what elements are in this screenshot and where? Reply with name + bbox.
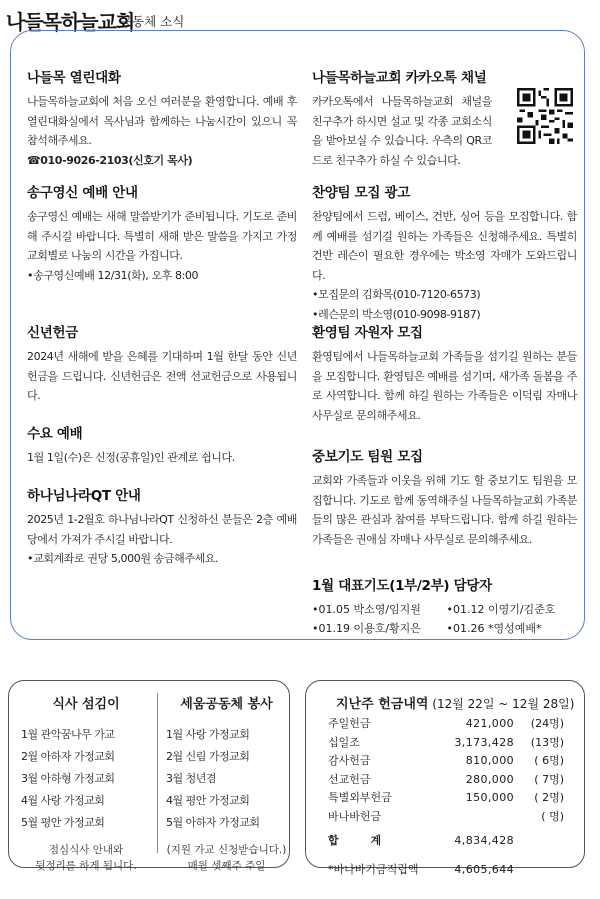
prayer-schedule — [312, 600, 577, 638]
new-year-offering-section — [27, 321, 297, 406]
section-title: 나들목 열린대화 — [27, 70, 121, 86]
row-label: 십일조 — [328, 735, 360, 749]
section-body: 카카오톡에서 나들목하늘교회 채널을 친구추가 하시면 설교 및 각종 교회소식을 받아보실 수 있습니다. 우측의 QR코드로 친구추가 하실 수 있습니다. — [312, 95, 492, 167]
row-label: 특별외부헌금 — [328, 791, 392, 804]
prayer-item: •01.19 이용호/황지은 — [312, 622, 421, 635]
section-body: 환영팀에서 나들목하늘교회 가족들을 섬기길 원하는 분들을 모집합니다. 환영팀은 예배를 섬기며, 새가족 돌봄을 주로 사역합니다. 함께 하길 원하는 가족들은 이덕림 자매나 사무실로 문의해주세요. — [312, 350, 577, 422]
row-label: 바나바헌금 — [328, 809, 382, 823]
row-label: 선교헌금 — [328, 772, 371, 786]
prayer-item: •01.26 *영성예배* — [446, 622, 542, 635]
praise-team-section — [312, 181, 577, 324]
qt-payment-note: •교회계좌로 권당 5,000원 송금해주세요. — [27, 552, 219, 565]
row-count: ( 2명) — [534, 791, 564, 804]
section-title: 송구영신 예배 안내 — [27, 185, 138, 201]
service-item: 4월 평안 가정교회 — [166, 794, 250, 807]
row-amount: 3,173,428 — [454, 735, 514, 749]
section-title: 찬양팀 모집 광고 — [312, 185, 410, 201]
prayer-leaders-section — [312, 574, 577, 638]
offering-report-box — [305, 680, 585, 876]
welcome-team-section — [312, 321, 577, 425]
service-item: 3월 청년겸 — [166, 772, 216, 785]
section-body: 나들목하늘교회에 처음 오신 여러분을 환영합니다. 예배 후 열린대화실에서 목사님과 함께하는 나눔시간이 있으니 꼭 참석해주세요. — [27, 95, 297, 147]
wednesday-service-section — [27, 422, 297, 468]
row-count: ( 7명) — [534, 772, 564, 786]
section-body: 1월 1일(수)은 신정(공휴일)인 관계로 쉽니다. — [27, 451, 235, 464]
barnabas-amount: 4,605,644 — [454, 862, 514, 876]
service-title: 세움공동체 봉사 — [180, 697, 273, 712]
section-title: 중보기도 팀원 모집 — [312, 449, 423, 465]
section-title: 수요 예배 — [27, 426, 83, 442]
section-title: 하나님나라QT 안내 — [27, 488, 141, 504]
service-note-line: (지원 가교 신청받습니다.) — [166, 844, 287, 856]
lesson-contact: •레슨문의 박소영(010-9098-9187) — [312, 307, 481, 321]
section-body: 찬양팀에서 드럼, 베이스, 건반, 싱어 등을 모집합니다. 함께 예배를 섬기길 원하는 가족들은 신청해주세요. 특별히 건반 레슨이 필요한 경우에는 박소영 자매가 도와드립니다. — [312, 210, 577, 282]
service-column — [157, 693, 287, 872]
barnabas-label: *바나바기금적립액 — [328, 862, 419, 876]
prayer-item: •01.12 이영기/김준호 — [446, 603, 556, 616]
total-amount: 4,834,428 — [454, 834, 514, 847]
section-title: 1월 대표기도(1부/2부) 담당자 — [312, 578, 492, 594]
meal-service-box — [8, 680, 290, 872]
meal-item: 5월 평안 가정교회 — [21, 816, 105, 829]
section-body: 2025년 1-2월호 하나님나라QT 신청하신 분들은 2층 예배당에서 가져가 주시길 바랍니다. — [27, 513, 297, 546]
offering-row — [328, 808, 568, 827]
recruit-contact: •모집문의 김화목(010-7120-6573) — [312, 288, 481, 301]
meal-title: 식사 섬김이 — [52, 697, 120, 712]
offering-row — [328, 789, 568, 808]
report-period: (12월 22일 ~ 12월 28일) — [432, 697, 575, 711]
row-count: (13명) — [530, 735, 564, 749]
meal-note-line: 뒷정리를 하게 됩니다. — [35, 860, 137, 872]
offering-row — [328, 715, 568, 734]
offering-table — [328, 715, 568, 879]
section-title: 신년헌금 — [27, 325, 78, 341]
meal-column — [21, 693, 151, 874]
qt-section — [27, 484, 297, 569]
meal-item: 3월 아하형 가정교회 — [21, 772, 115, 785]
row-count: ( 6명) — [534, 754, 564, 767]
row-amount — [420, 808, 520, 827]
section-title: 환영팀 자원자 모집 — [312, 325, 423, 341]
section-body: 송구영신 예배는 새해 말씀받기가 준비됩니다. 기도로 준비해 주시길 바랍니다. 특별히 새해 받은 말씀을 가지고 가정교회별로 나눔의 시간을 가집니다. — [27, 210, 297, 262]
prayer-item: •01.05 박소영/임지원 — [312, 603, 421, 616]
service-item: 5월 아하자 가정교회 — [166, 816, 260, 829]
service-note — [166, 842, 287, 874]
section-title: 나들목하늘교회 카카오톡 채널 — [312, 70, 487, 86]
total-row — [328, 832, 568, 851]
service-note-line: 매월 셋째주 주일 — [187, 860, 266, 872]
row-amount: 280,000 — [465, 772, 514, 786]
report-title-text: 지난주 헌금내역 — [336, 697, 429, 712]
total-label: 합 계 — [328, 834, 396, 847]
barnabas-row — [328, 861, 568, 880]
offering-report-title — [336, 693, 574, 712]
row-label: 주일헌금 — [328, 717, 371, 730]
meal-item: 4월 사랑 가정교회 — [21, 794, 105, 807]
meal-note-line: 점심식사 안내와 — [48, 844, 124, 856]
meal-note — [21, 842, 151, 874]
new-year-service-section — [27, 181, 297, 285]
row-label: 감사헌금 — [328, 754, 371, 767]
offering-row — [328, 771, 568, 790]
section-body: 교회와 가족들과 이웃을 위해 기도 할 중보기도 팀원을 모집합니다. 기도로 함께 동역해주실 나들목하늘교회 가족분들의 많은 관심과 참여를 부탁드립니다. 함께 하길 원하는 가족들은 권애심 자매나 사무실로 문의해주세요. — [312, 474, 577, 546]
meal-item: 1월 관악꿈나무 가교 — [21, 728, 115, 741]
row-amount: 810,000 — [465, 754, 514, 767]
right-column — [312, 66, 577, 635]
kakao-section — [312, 66, 577, 170]
section-body: 2024년 새해에 받을 은혜를 기대하며 1월 한달 동안 신년헌금을 드립니다. 신년헌금은 전액 선교헌금으로 사용됩니다. — [27, 350, 297, 402]
row-count: (24명) — [530, 717, 564, 730]
row-count: ( 명) — [541, 809, 564, 823]
service-item: 2월 신림 가정교회 — [166, 750, 250, 763]
service-time: •송구영신예배 12/31(화), 오후 8:00 — [27, 268, 199, 282]
offering-row — [328, 752, 568, 771]
service-item: 1월 사랑 가정교회 — [166, 728, 250, 741]
meal-item: 2월 아하자 가정교회 — [21, 750, 115, 763]
qr-code-icon[interactable] — [517, 88, 573, 144]
open-talk-section — [27, 66, 297, 170]
church-logo: 나들목하늘교회 — [6, 10, 135, 34]
intercession-team-section — [312, 445, 577, 549]
header-subtitle: 공동체 소식 — [120, 14, 185, 29]
row-amount: 421,000 — [465, 717, 514, 730]
offering-row — [328, 734, 568, 753]
row-amount: 150,000 — [465, 791, 514, 804]
contact-phone: ☎010-9026-2103(신호기 목사) — [27, 153, 193, 167]
